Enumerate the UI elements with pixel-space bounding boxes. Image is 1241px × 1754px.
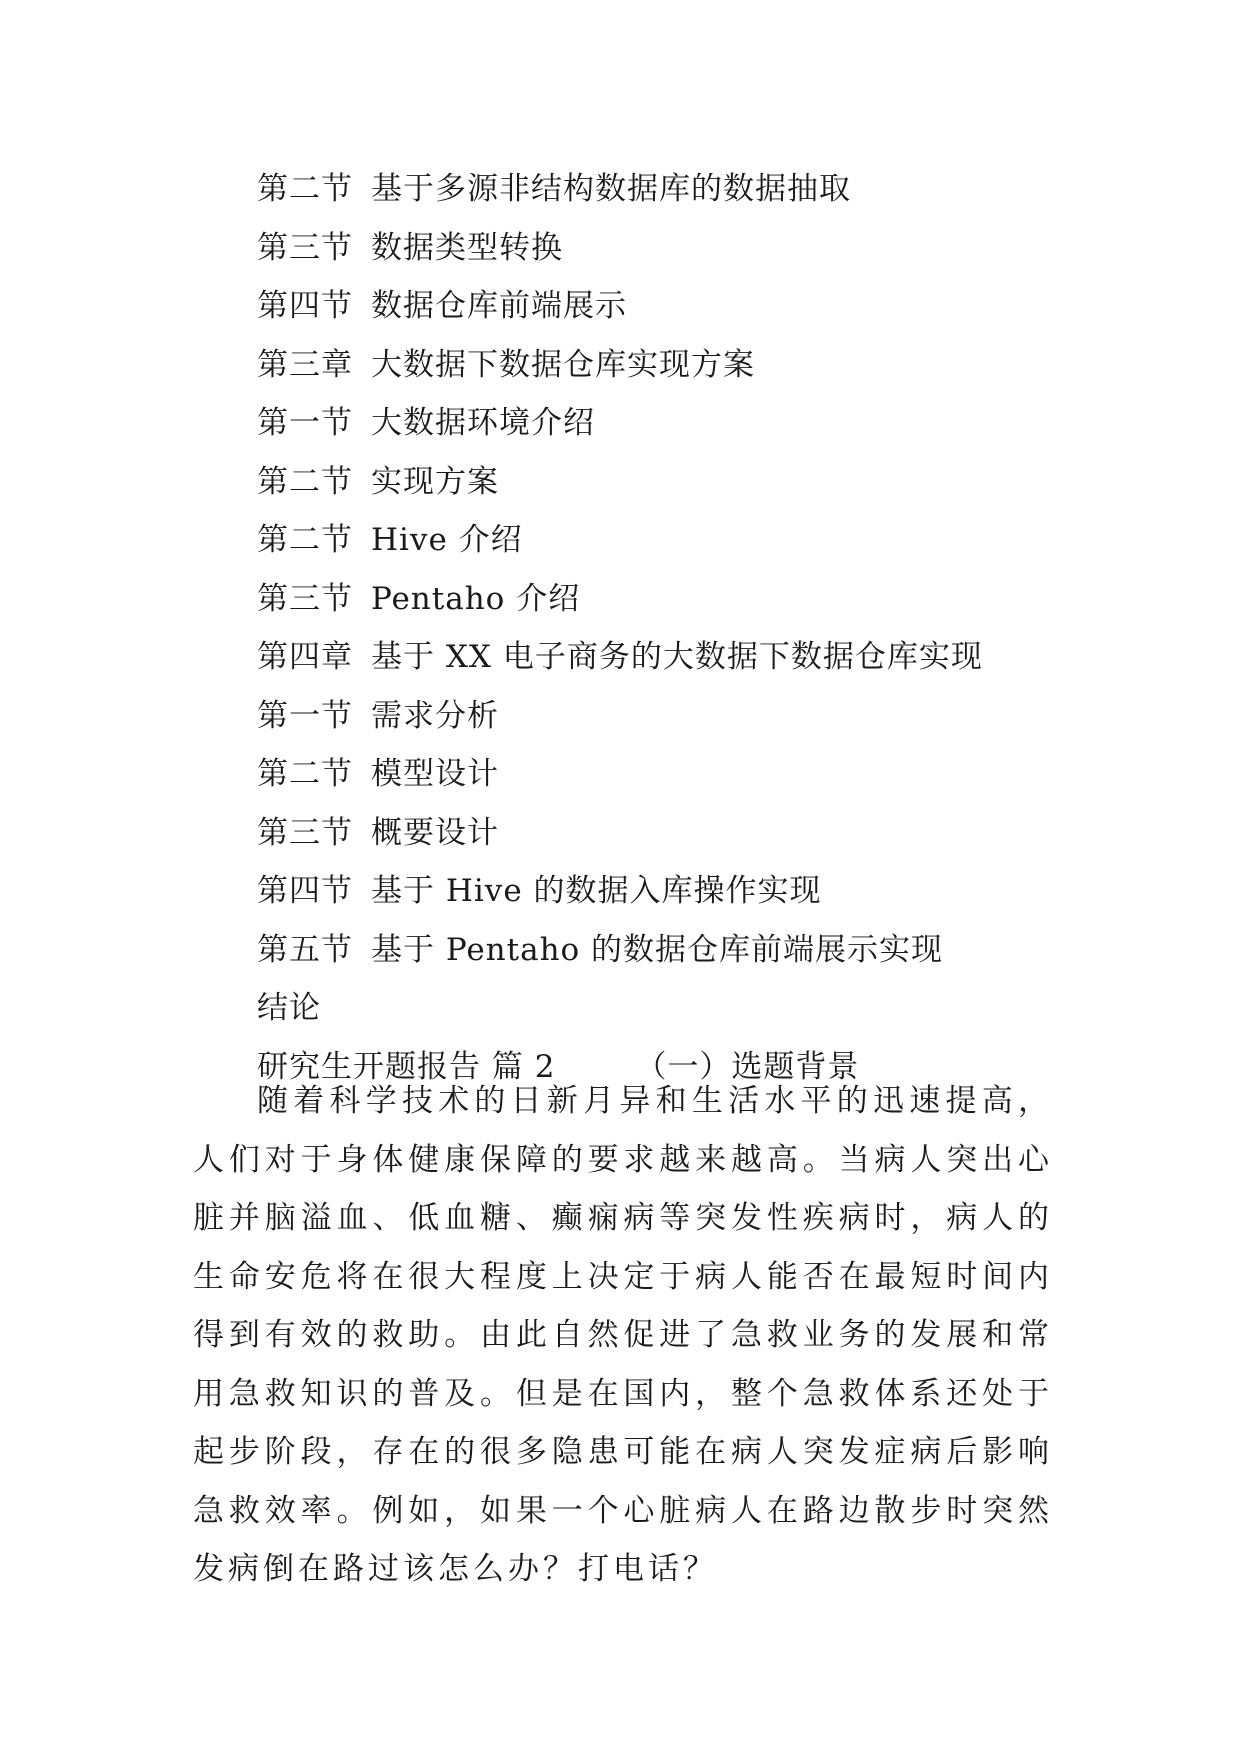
toc-entry-number: 第四节	[257, 288, 353, 324]
toc-entry-number: 第一节	[257, 405, 353, 441]
toc-entry-title: 数据仓库前端展示	[371, 288, 627, 324]
toc-entry-title: 基于 XX 电子商务的大数据下数据仓库实现	[371, 639, 983, 675]
toc-entry-number: 第二节	[257, 756, 353, 792]
toc-entry-title: 基于多源非结构数据库的数据抽取	[371, 171, 851, 207]
toc-entry-number: 第一节	[257, 697, 353, 734]
toc-entry-title: 大数据下数据仓库实现方案	[371, 346, 755, 383]
toc-entry	[257, 570, 1157, 629]
toc-entry-number: 第三节	[257, 229, 353, 266]
toc-entry	[257, 862, 1157, 921]
toc-entry-title: 需求分析	[371, 697, 499, 734]
toc-entry	[257, 160, 1157, 219]
report-section-heading: （一）选题背景	[635, 1048, 860, 1085]
toc-conclusion: 结论	[257, 990, 321, 1026]
toc-entry	[257, 628, 1157, 687]
toc-entry-title: 数据类型转换	[371, 229, 563, 266]
toc-entry-title: 模型设计	[371, 756, 499, 792]
toc-entry-number: 第二节	[257, 522, 353, 558]
toc-entry	[257, 804, 1157, 863]
toc-entry-title: 实现方案	[371, 463, 499, 500]
toc-entry	[257, 921, 1157, 980]
report-title: 研究生开题报告 篇 2	[257, 1048, 556, 1085]
toc-entry-title: 概要设计	[371, 814, 499, 851]
toc-entry-number: 第三章	[257, 346, 353, 383]
toc-entry-title: Hive 介绍	[371, 522, 523, 558]
toc-entry-number: 第四章	[257, 639, 353, 675]
toc-entry-number: 第二节	[257, 171, 353, 207]
toc-entry	[257, 745, 1157, 804]
table-of-contents	[257, 160, 1157, 1096]
toc-entry	[257, 453, 1157, 512]
toc-entry-number: 第五节	[257, 931, 353, 968]
toc-entry	[257, 219, 1157, 278]
body-paragraph: 随着科学技术的日新月异和生活水平的迅速提高，人们对于身体健康保障的要求越来越高。当病人突出心脏并脑溢血、低血糖、癫痫病等突发性疾病时，病人的生命安危将在很大程度上决定于病人能否在最短时间内得到有效的救助。由此自然促进了急救业务的发展和常用急救知识的普及。但是在国内，整个急救体系还处于起步阶段，存在的很多隐患可能在病人突发症病后影响急救效率。例如，如果一个心脏病人在路边散步时突然发病倒在路过该怎么办？打电话？	[193, 1083, 1053, 1587]
toc-entry	[257, 336, 1157, 395]
toc-entry	[257, 277, 1157, 336]
toc-entry	[257, 394, 1157, 453]
toc-entry-number: 第二节	[257, 463, 353, 500]
toc-entry-number: 第四节	[257, 873, 353, 909]
toc-entry-number: 第三节	[257, 580, 353, 617]
toc-entry-number: 第三节	[257, 814, 353, 851]
toc-entry-title: Pentaho 介绍	[371, 580, 581, 617]
toc-entry-title: 大数据环境介绍	[371, 405, 595, 441]
toc-entry-title: 基于 Pentaho 的数据仓库前端展示实现	[371, 931, 944, 968]
toc-entry	[257, 687, 1157, 746]
toc-entry-title: 基于 Hive 的数据入库操作实现	[371, 873, 822, 909]
toc-entry	[257, 511, 1157, 570]
